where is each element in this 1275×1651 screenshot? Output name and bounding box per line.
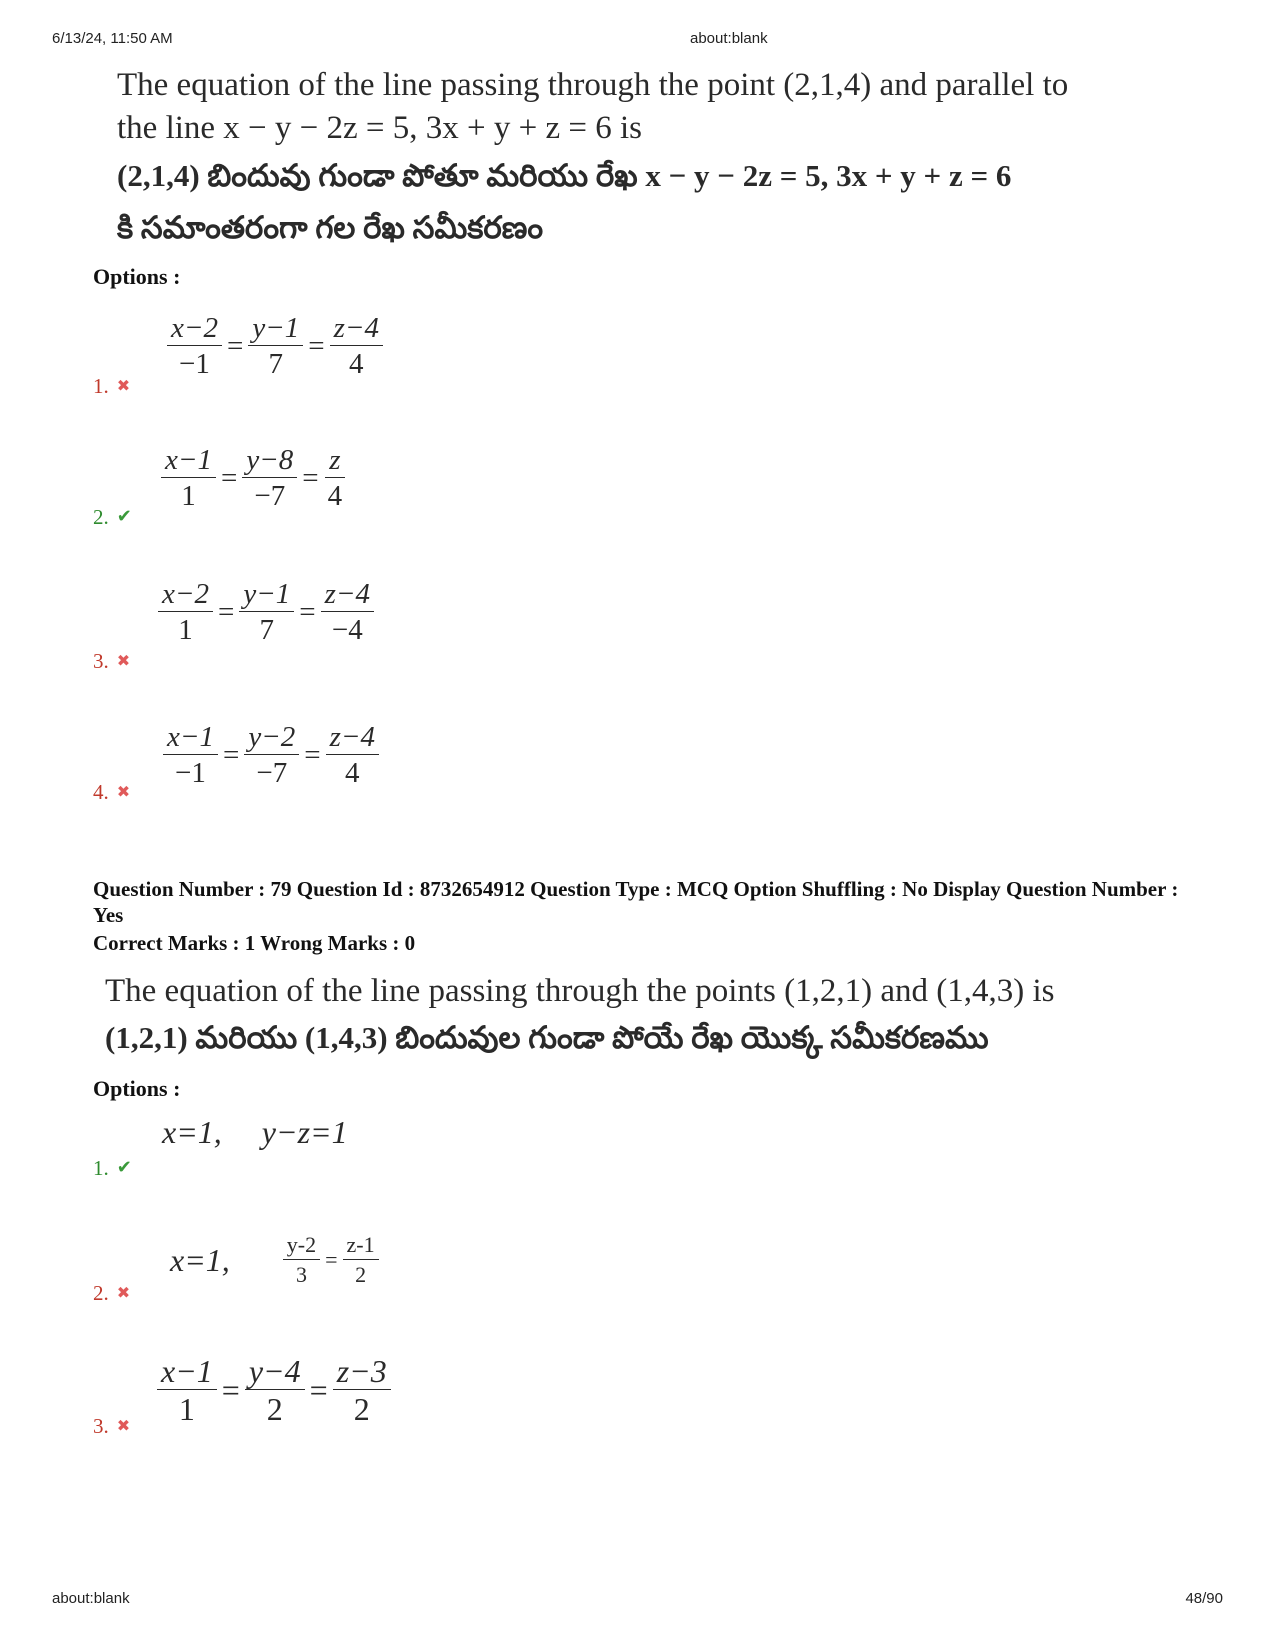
q78-options-label: Options : [93,264,181,289]
fraction: $\frac{x-2}{1}$ [158,578,213,646]
fraction: $\frac{z-4}{-4}$ [321,578,374,646]
wrong-answer-icon: ✖ [116,782,131,801]
fraction: $\frac{y-8}{-7}$ [242,444,297,512]
fraction: $\frac{y-1}{7}$ [248,312,303,380]
q78-option-4-number: 4. ✖ [93,780,131,804]
q78-option-4-equation: $\frac{x-1}{-1}$ = $\frac{y-2}{-7}$ = $\frac{z-4}{4}$ [160,721,382,789]
q79-options-label: Options : [93,1076,181,1101]
q79-marks: Correct Marks : 1 Wrong Marks : 0 [93,931,416,955]
q78-telugu-line-2: కి సమాంతరంగా గల రేఖ సమీకరణం [117,210,544,245]
fraction: $\frac{z-3}{2}$ [333,1354,391,1426]
q78-question-telugu [117,156,1011,248]
q79-option-3-number: 3. ✖ [93,1414,131,1438]
q78-question-english [117,64,1068,150]
wrong-answer-icon: ✖ [116,1283,131,1302]
q78-option-2-equation: $\frac{x-1}{1}$ = $\frac{y-8}{-7}$ = $\frac{z}{4}$ [158,444,349,512]
wrong-answer-icon: ✖ [116,376,131,395]
q78-option-3-equation: $\frac{x-2}{1}$ = $\frac{y-1}{7}$ = $\frac{z-4}{-4}$ [155,578,377,646]
q78-telugu-line-1: (2,1,4) బిందువు గుండా పోతూ మరియు రేఖ x − y − 2z = 5, 3x + y + z = 6 [117,158,1012,193]
q78-option-2-number: 2. ✔ [93,505,132,529]
fraction: $\frac{y-1}{7}$ [239,578,294,646]
fraction: $\frac{z-4}{4}$ [330,312,383,380]
fraction: $\frac{y-4}{2}$ [245,1354,305,1426]
print-footer-url: about:blank [52,1590,130,1607]
q79-option-2-number: 2. ✖ [93,1281,131,1305]
q79-option-2-equation: x=1, $\frac{y-2}{3}$ = $\frac{z-1}{2}$ [170,1232,382,1288]
q78-english-line-1: The equation of the line passing through the point (2,1,4) and parallel to [117,67,1069,103]
q79-option-1-equation: x=1, y−z=1 [162,1114,348,1150]
correct-answer-icon: ✔ [116,506,132,527]
correct-answer-icon: ✔ [116,1157,132,1178]
page-number: 48/90 [1185,1590,1223,1607]
fraction: $\frac{x-2}{-1}$ [167,312,222,380]
fraction: $\frac{y-2}{-7}$ [244,721,299,789]
fraction: $\frac{x-1}{1}$ [161,444,216,512]
print-datetime: 6/13/24, 11:50 AM [52,30,173,47]
q78-english-line-2: the line x − y − 2z = 5, 3x + y + z = 6 is [117,110,643,146]
wrong-answer-icon: ✖ [116,651,131,670]
wrong-answer-icon: ✖ [116,1416,131,1435]
fraction: $\frac{z-1}{2}$ [343,1232,379,1288]
q79-question-english: The equation of the line passing through the points (1,2,1) and (1,4,3) is [105,973,1055,1009]
q79-option-2-fractions: $\frac{y-2}{3}$ = $\frac{z-1}{2}$ [280,1232,382,1288]
q78-option-1-equation: $\frac{x-2}{-1}$ = $\frac{y-1}{7}$ = $\frac{z-4}{4}$ [164,312,386,380]
q79-option-1-number: 1. ✔ [93,1156,132,1180]
print-header-url: about:blank [690,30,768,47]
q78-option-3-number: 3. ✖ [93,649,131,673]
fraction: $\frac{x-1}{-1}$ [163,721,218,789]
fraction: $\frac{x-1}{1}$ [157,1354,217,1426]
q79-question-meta: Question Number : 79 Question Id : 8732654912 Question Type : MCQ Option Shuffling : No Display Question Number : Yes [93,877,1179,927]
q78-option-1-number: 1. ✖ [93,374,131,398]
q79-question-telugu: (1,2,1) మరియు (1,4,3) బిందువుల గుండా పోయే రేఖ యొక్క సమీకరణము [105,1020,989,1055]
q79-option-3-equation: $\frac{x-1}{1}$ = $\frac{y-4}{2}$ = $\frac{z-3}{2}$ [154,1354,394,1426]
fraction: $\frac{z-4}{4}$ [326,721,379,789]
fraction: $\frac{z}{4}$ [324,444,347,512]
fraction: $\frac{y-2}{3}$ [283,1232,320,1288]
